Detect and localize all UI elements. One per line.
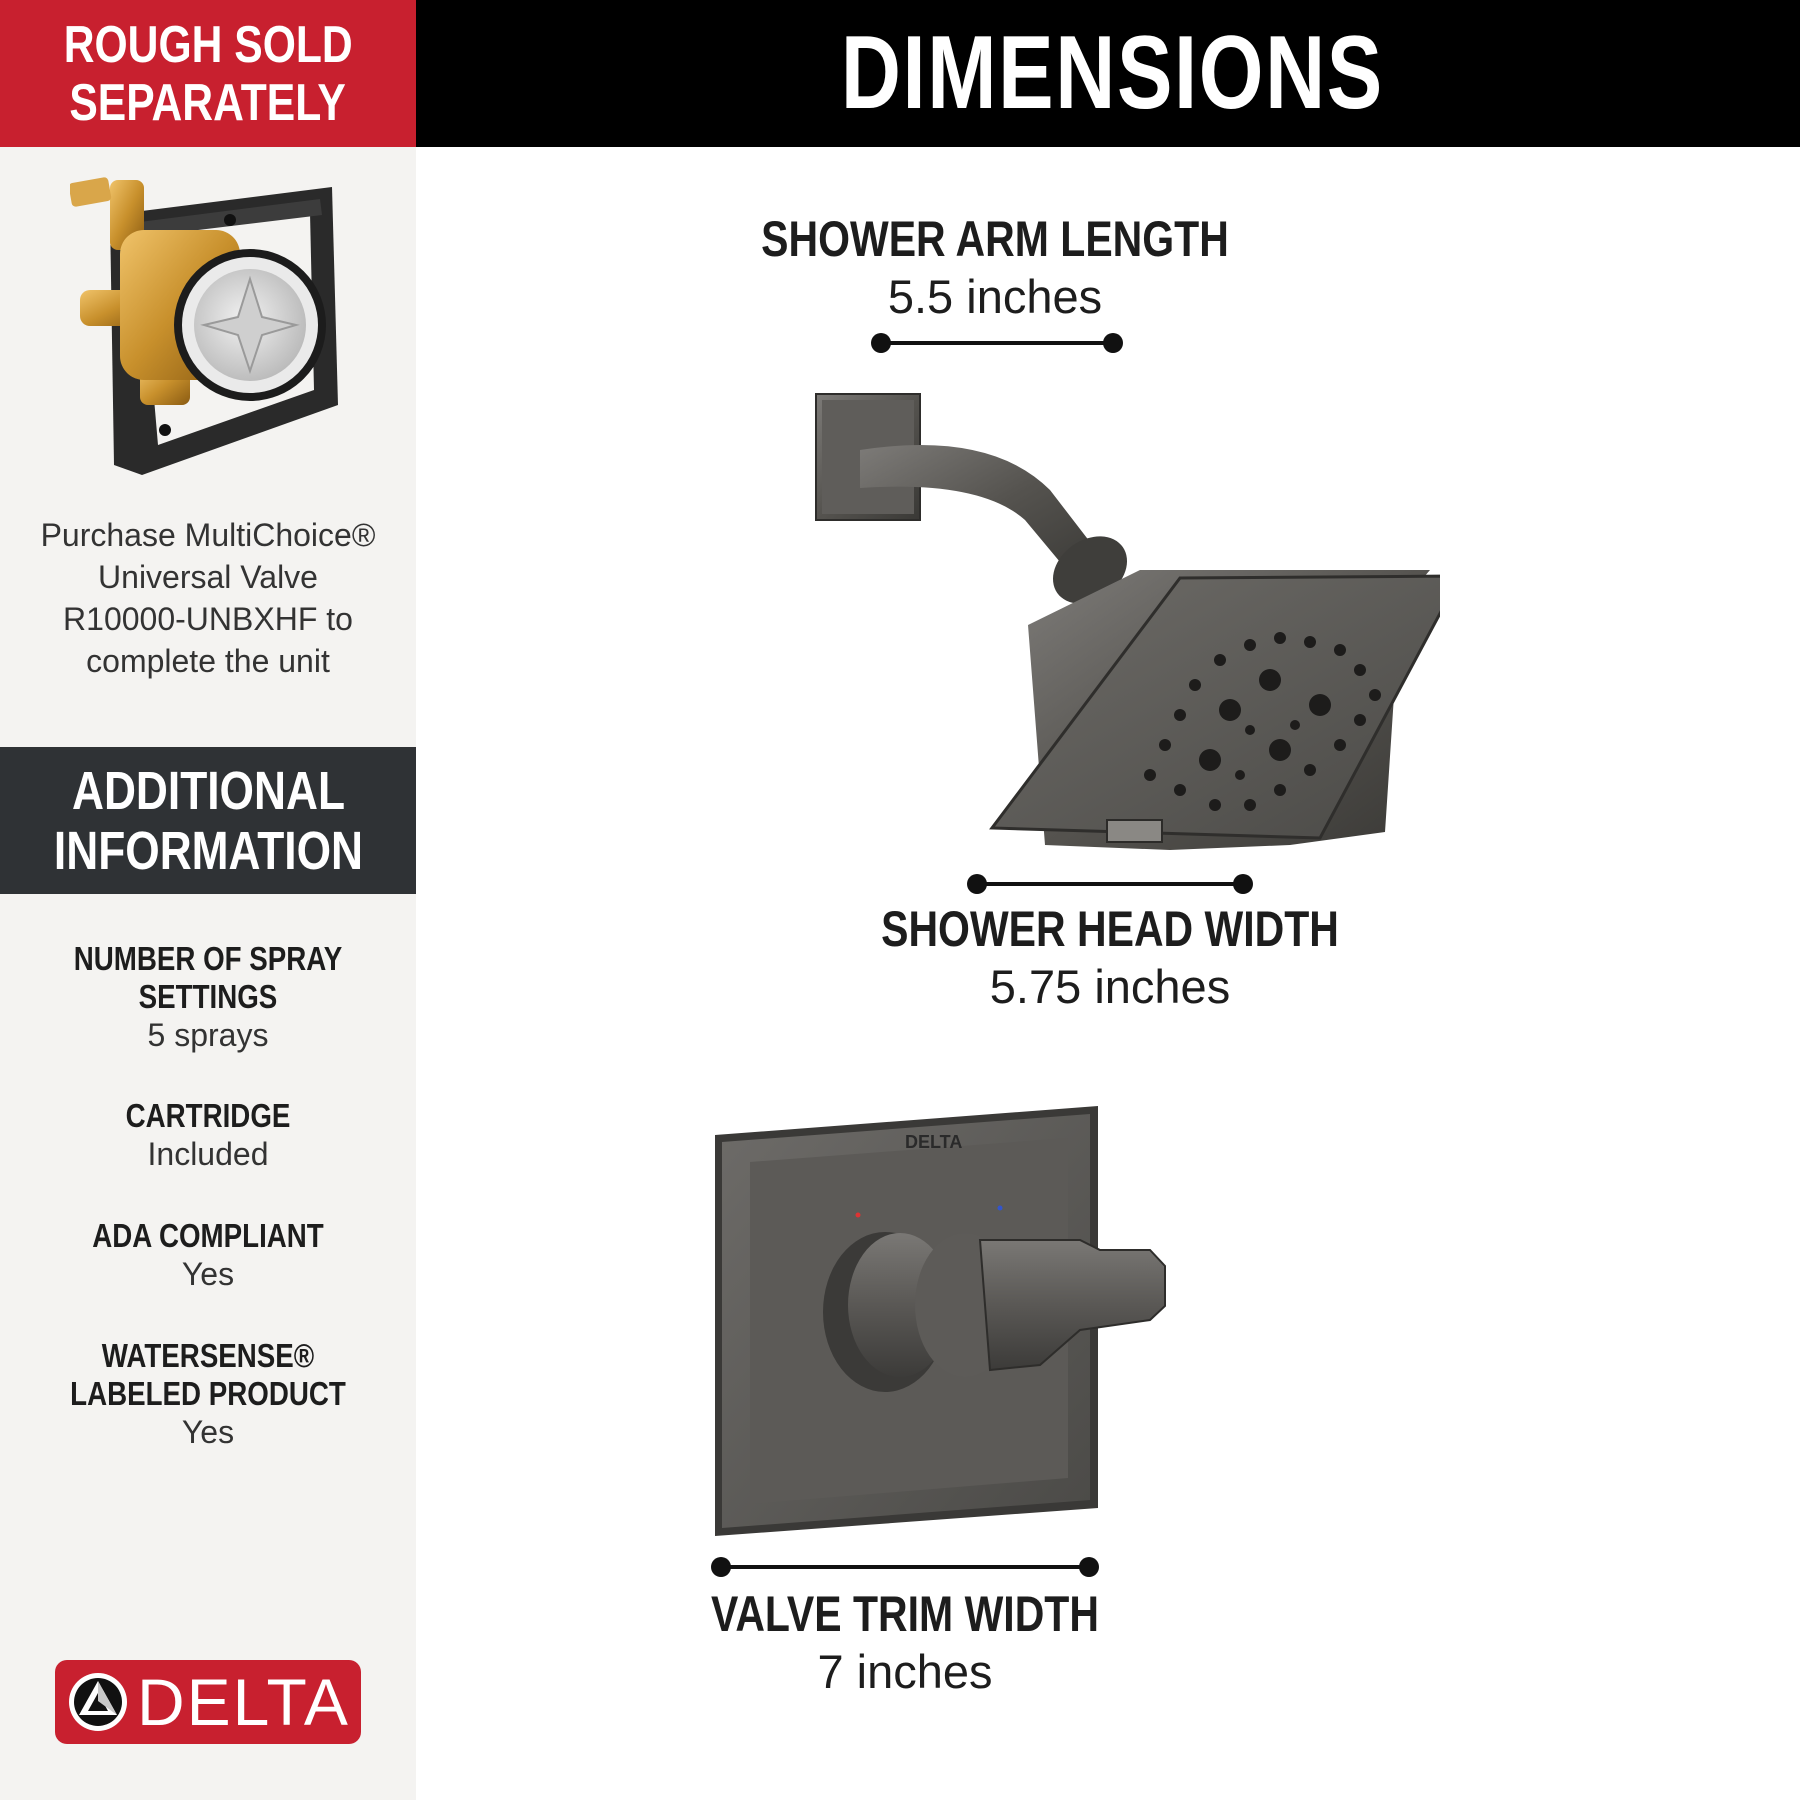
- spec-watersense: [0, 1337, 416, 1451]
- purchase-line-1: Purchase MultiChoice®: [40, 517, 376, 553]
- spec-spray-settings: [0, 940, 416, 1054]
- valve-trim-label: [605, 1585, 1205, 1701]
- delta-logo: [55, 1660, 361, 1744]
- spec-value: Included: [147, 1136, 269, 1172]
- valve-trim-title: VALVE TRIM WIDTH: [711, 1586, 1099, 1642]
- shower-arm-label: [700, 210, 1290, 326]
- delta-logo-text: DELTA: [137, 1665, 350, 1739]
- valve-trim-measure-line: [711, 1557, 1099, 1577]
- spec-cartridge: [0, 1097, 416, 1173]
- valve-trim-image: [700, 1090, 1280, 1550]
- rough-valve-image: [70, 175, 360, 485]
- purchase-line-3: R10000-UNBXHF to: [63, 601, 353, 637]
- dimensions-header: [416, 0, 1800, 147]
- purchase-line-4: complete the unit: [86, 643, 330, 679]
- shower-head-value: 5.75 inches: [989, 960, 1231, 1013]
- shower-arm-value: 5.5 inches: [887, 270, 1103, 323]
- spec-label: SETTINGS: [138, 978, 278, 1015]
- shower-head-measure-line: [967, 874, 1253, 894]
- additional-banner-line-1: ADDITIONAL: [71, 760, 345, 821]
- spec-value: Yes: [181, 1414, 235, 1450]
- left-column: [0, 0, 416, 1800]
- spec-label: LABELED PRODUCT: [70, 1375, 346, 1412]
- shower-head-title: SHOWER HEAD WIDTH: [881, 901, 1339, 957]
- trim-brand-text: DELTA: [905, 1132, 963, 1152]
- spec-label: ADA COMPLIANT: [92, 1217, 324, 1254]
- spec-ada-compliant: [0, 1217, 416, 1293]
- additional-banner-line-2: INFORMATION: [53, 820, 363, 881]
- valve-trim-value: 7 inches: [817, 1645, 993, 1698]
- delta-logo-icon: [67, 1671, 129, 1733]
- rough-banner-line-1: ROUGH SOLD: [63, 15, 353, 74]
- spec-label: WATERSENSE®: [101, 1337, 315, 1374]
- shower-head-label: [810, 900, 1410, 1016]
- spec-value: 5 sprays: [147, 1017, 269, 1053]
- additional-information-banner: [0, 747, 416, 894]
- spec-label: NUMBER OF SPRAY: [73, 940, 343, 977]
- rough-sold-separately-banner: [0, 0, 416, 147]
- dimensions-title: DIMENSIONS: [840, 15, 1384, 131]
- rough-banner-line-2: SEPARATELY: [69, 73, 347, 132]
- shower-arm-measure-line: [871, 333, 1123, 353]
- shower-head-image: [800, 380, 1440, 860]
- spec-label: CARTRIDGE: [125, 1097, 291, 1134]
- purchase-note: [0, 514, 416, 682]
- spec-value: Yes: [181, 1256, 235, 1292]
- shower-arm-title: SHOWER ARM LENGTH: [761, 211, 1229, 267]
- purchase-line-2: Universal Valve: [98, 559, 318, 595]
